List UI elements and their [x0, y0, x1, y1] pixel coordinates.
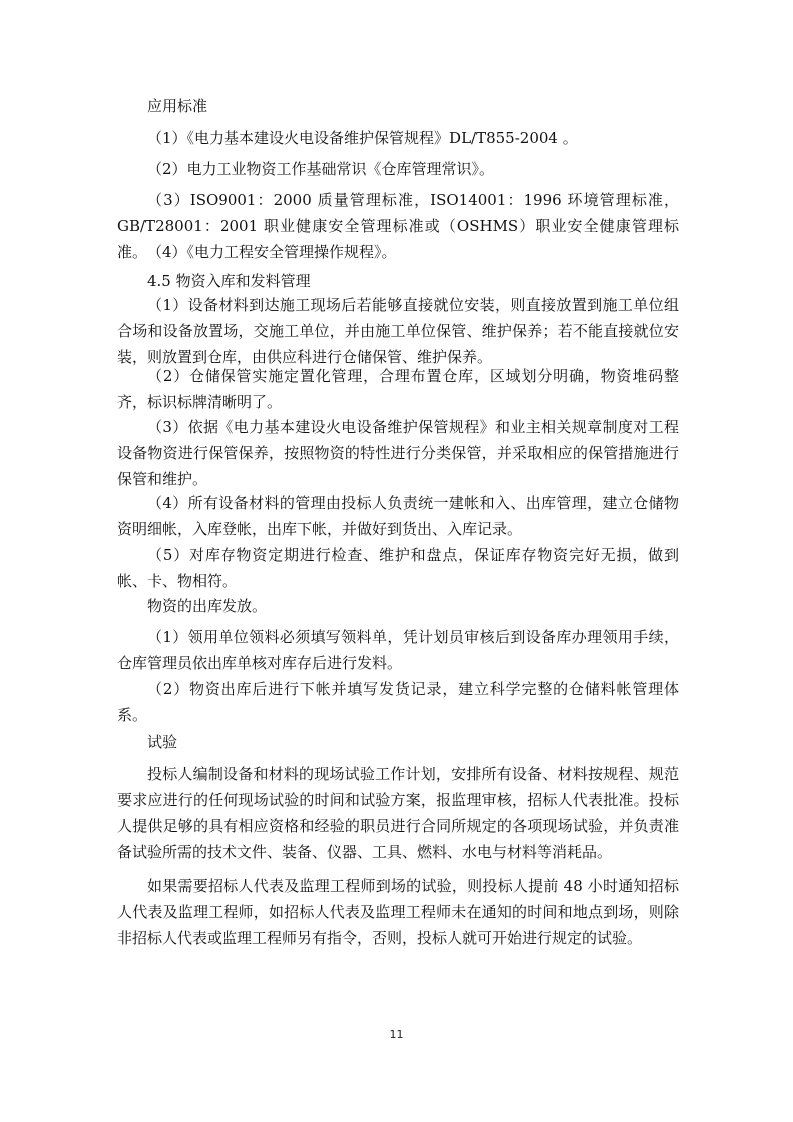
paragraph: （3）依据《电力基本建设火电设备维护保管规程》和业主相关规章制度对工程设备物资进行保管保养，按照物资的特性进行分类保管，并采取相应的保管措施进行保管和维护。 — [117, 418, 679, 488]
paragraph: （3）ISO9001：2000 质量管理标准，ISO14001：1996 环境管理标准，GB/T28001：2001 职业健康安全管理标准或（OSHMS）职业安全健康管理标准。 — [117, 191, 679, 261]
section-heading: 4.5 物资入库和发料管理 — [147, 272, 311, 290]
page-number: 11 — [389, 1028, 404, 1041]
paragraph: （2）电力工业物资工作基础常识《仓库管理常识》。 — [147, 160, 495, 178]
paragraph: （5）对库存物资定期进行检查、维护和盘点，保证库存物资完好无损，做到帐、卡、物相符。 — [117, 546, 679, 590]
heading-standards: 应用标准 — [147, 97, 208, 115]
paragraph: （1）《电力基本建设火电设备维护保管规程》DL/T855-2004 。 — [147, 129, 578, 147]
paragraph: 物资的出库发放。 — [147, 597, 268, 615]
paragraph: （4）《电力工程安全管理操作规程》。 — [147, 243, 397, 261]
paragraph: （1）领用单位领料必须填写领料单，凭计划员审核后到设备库办理领用手续，仓库管理员依出库单核对库存后进行发料。 — [117, 628, 679, 672]
paragraph: （2）仓储保管实施定置化管理，合理布置仓库，区域划分明确，物资堆码整齐，标识标牌清晰明了。 — [117, 367, 679, 411]
paragraph: （4）所有设备材料的管理由投标人负责统一建帐和入、出库管理，建立仓储物资明细帐，入库登帐，出库下帐，并做好到货出、入库记录。 — [117, 494, 679, 538]
paragraph: 投标人编制设备和材料的现场试验工作计划，安排所有设备、材料按规程、规范要求应进行的任何现场试验的时间和试验方案，报监理审核，招标人代表批准。投标人提供足够的具有相应资格和经验的职员进行合同所规定的各项现场试验，并负责准备试验所需的技术文件、装备、仪器、工具、燃料、水电与材料等消耗品。 — [117, 765, 679, 861]
paragraph: 如果需要招标人代表及监理工程师到场的试验，则投标人提前 48 小时通知招标人代表及监理工程师，如招标人代表及监理工程师未在通知的时间和地点到场，则除非招标人代表或监理工程师另有指令，否则，投标人就可开始进行规定的试验。 — [117, 877, 679, 947]
paragraph: （2）物资出库后进行下帐并填写发货记录，建立科学完整的仓储料帐管理体系。 — [117, 680, 679, 724]
heading-test: 试验 — [147, 733, 178, 751]
paragraph: （1）设备材料到达施工现场后若能够直接就位安装，则直接放置到施工单位组合场和设备放置场，交施工单位，并由施工单位保管、维护保养；若不能直接就位安装，则放置到仓库，由供应科进行仓储保管、维护保养。 — [117, 296, 679, 366]
